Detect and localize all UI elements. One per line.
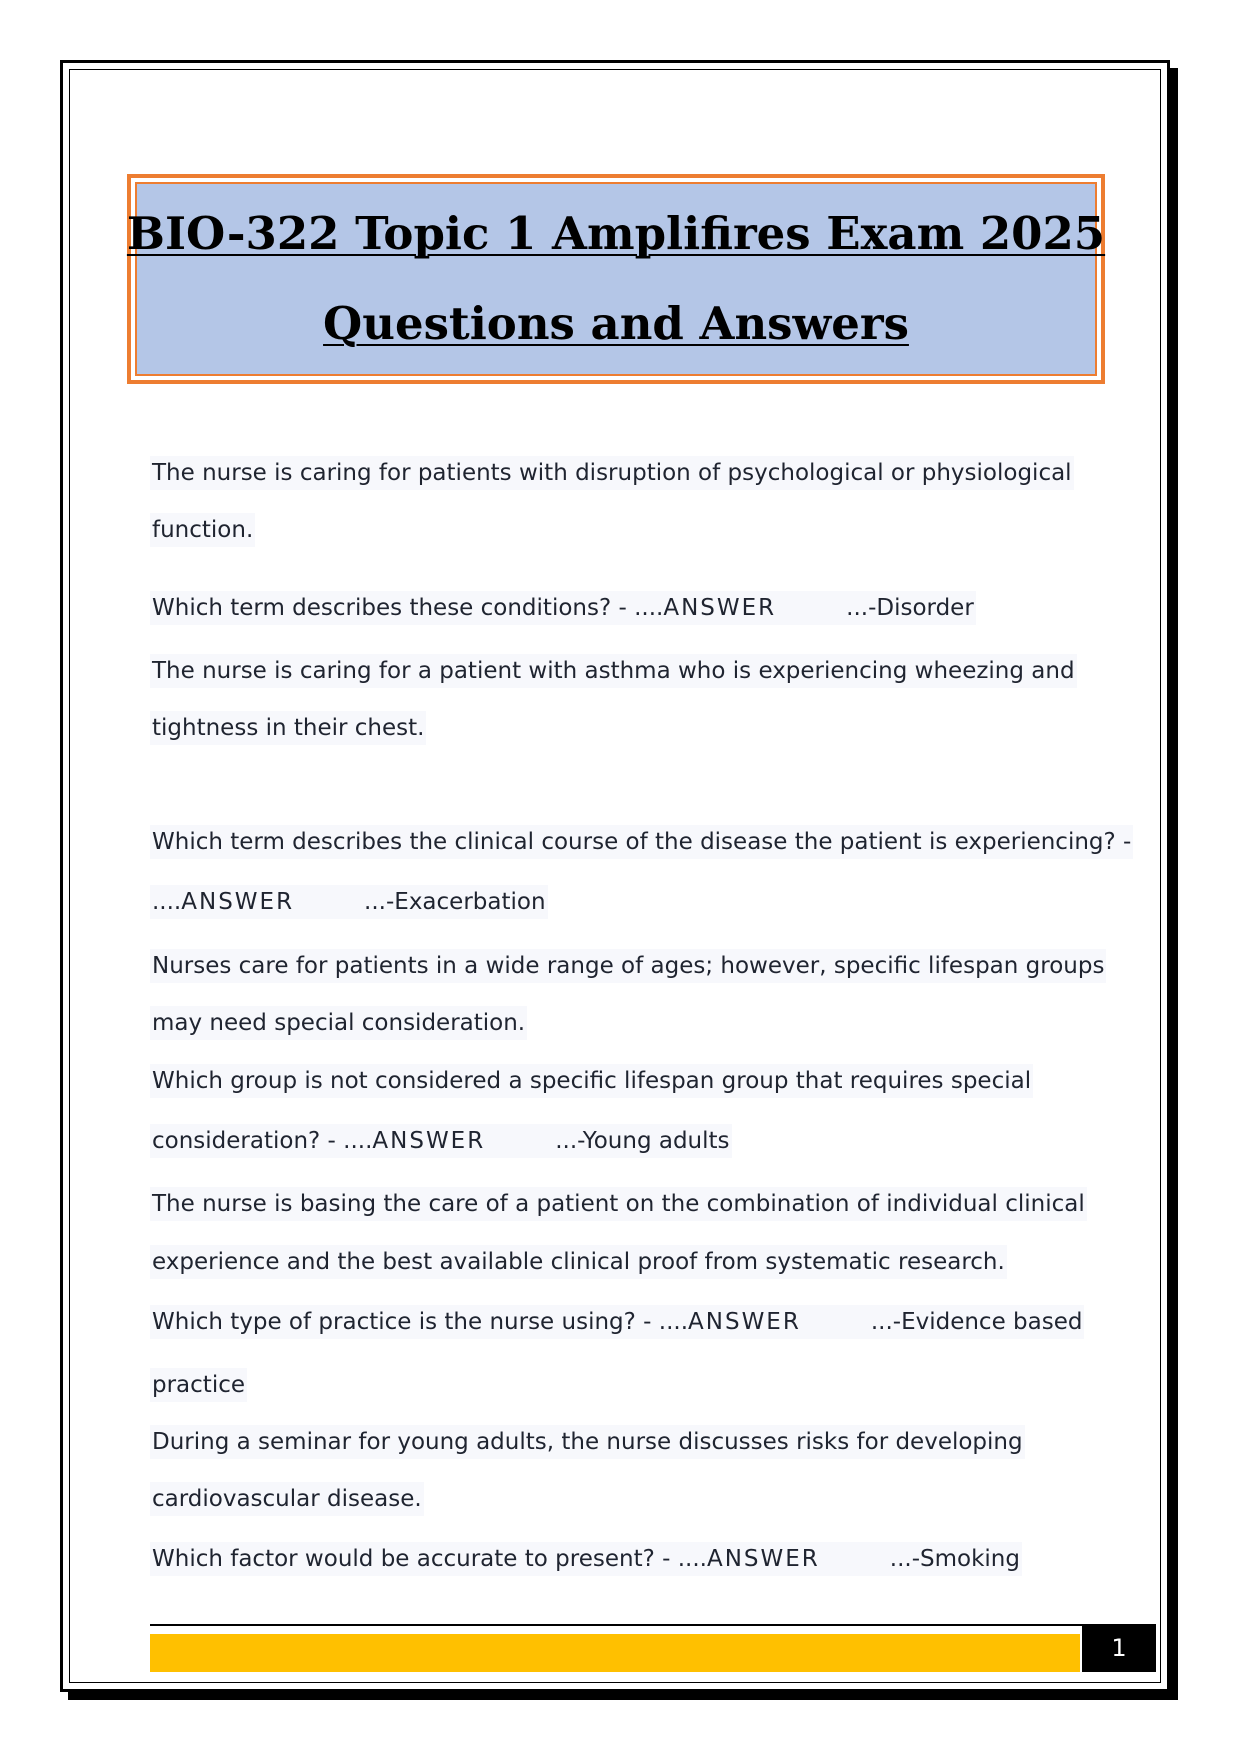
q5-question-line xyxy=(150,1542,1022,1576)
q3-question: consideration? - .... xyxy=(152,1128,373,1154)
title-box xyxy=(127,174,1105,384)
q3-text-line3: Which group is not considered a specific lifespan group that requires special xyxy=(150,1064,1033,1098)
q2-question: .... xyxy=(152,889,182,915)
q3-answer-marker: ANSWER xyxy=(372,1128,486,1154)
q2-answer-prefix: ...- xyxy=(364,889,395,915)
q4-text-line1: The nurse is basing the care of a patient on the combination of individual clinical xyxy=(150,1187,1087,1221)
q4-answer-marker: ANSWER xyxy=(688,1309,801,1335)
q1-text-line2: function. xyxy=(150,513,255,547)
q3-question-line xyxy=(150,1124,732,1158)
title-inner xyxy=(126,182,1106,376)
footer-rule xyxy=(150,1624,1083,1626)
q1-answer-prefix: ...- xyxy=(846,595,877,621)
q4-answer-prefix: ...- xyxy=(870,1309,902,1335)
q2-answer-marker: ANSWER xyxy=(181,889,295,915)
q2-text-line2: tightness in their chest. xyxy=(150,711,426,745)
document-title-line1: BIO-322 Topic 1 Amplifires Exam 2025 xyxy=(126,207,1106,260)
q1-text-line1: The nurse is caring for patients with disruption of psychological or physiological xyxy=(150,456,1074,490)
q1-answer: Disorder xyxy=(876,595,974,621)
q4-question-line xyxy=(150,1305,1084,1339)
q2-question-line xyxy=(150,885,548,919)
q2-text-line3: Which term describes the clinical course of the disease the patient is experiencing? - xyxy=(150,825,1133,859)
q5-answer: Smoking xyxy=(920,1546,1020,1572)
page-number: 1 xyxy=(1111,1634,1127,1662)
q4-text-line2: experience and the best available clinical proof from systematic research. xyxy=(150,1245,1007,1279)
q2-answer: Exacerbation xyxy=(394,889,546,915)
q3-text-line1: Nurses care for patients in a wide range of ages; however, specific lifespan groups xyxy=(150,949,1106,983)
q5-answer-prefix: ...- xyxy=(889,1546,920,1572)
q3-answer: Young adults xyxy=(582,1128,730,1154)
q5-question: Which factor would be accurate to present? - .... xyxy=(152,1546,707,1572)
footer-bar xyxy=(150,1634,1080,1672)
q1-answer-marker: ANSWER xyxy=(663,595,777,621)
document-title-line2: Questions and Answers xyxy=(323,297,909,350)
q1-question-line xyxy=(150,591,976,625)
page-number-box xyxy=(1082,1624,1156,1672)
q5-answer-marker: ANSWER xyxy=(706,1546,820,1572)
q3-answer-prefix: ...- xyxy=(555,1128,583,1154)
q4-question: Which type of practice is the nurse using? - .... xyxy=(152,1309,689,1335)
q5-text-line1: During a seminar for young adults, the nurse discusses risks for developing xyxy=(150,1425,1025,1459)
q5-text-line2: cardiovascular disease. xyxy=(150,1482,424,1516)
q4-answer-continuation: practice xyxy=(150,1368,247,1402)
q1-question: Which term describes these conditions? - .... xyxy=(152,595,664,621)
q2-text-line1: The nurse is caring for a patient with asthma who is experiencing wheezing and xyxy=(150,654,1077,688)
q3-text-line2: may need special consideration. xyxy=(150,1006,527,1040)
q4-answer: Evidence based xyxy=(901,1309,1083,1335)
